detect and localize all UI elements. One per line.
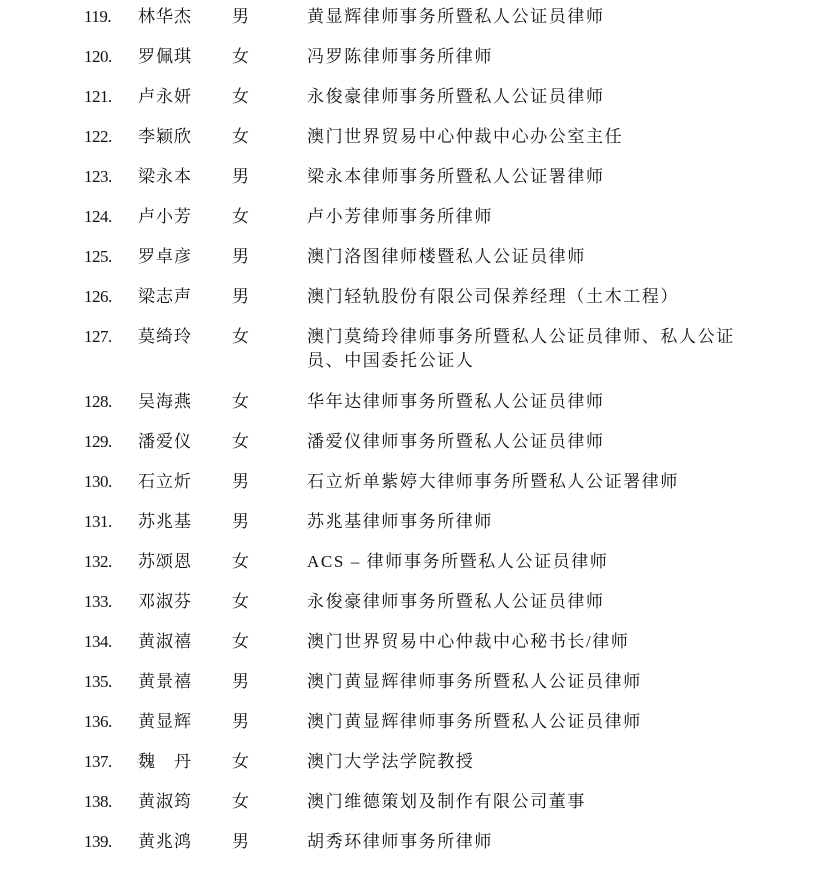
list-item [0,430,816,470]
entry-gender: 男 [232,472,249,491]
entry-name: 李颖欣 [138,127,192,146]
entry-number: 120. [84,47,112,66]
entry-number: 130. [84,472,112,491]
entry-gender: 女 [232,792,249,811]
entry-name: 石立炘 [138,472,192,491]
entry-number: 126. [84,287,112,306]
entry-gender: 女 [232,47,249,66]
list-item [0,590,816,630]
entry-name: 莫绮玲 [138,327,192,346]
entry-number: 131. [84,512,112,531]
entry-gender: 女 [232,632,249,651]
entry-description: 华年达律师事务所暨私人公证员律师 [307,392,605,411]
entry-name: 梁永本 [138,167,192,186]
list-item [0,550,816,590]
entry-description: 澳门轻轨股份有限公司保养经理（土木工程） [307,287,679,306]
entry-number: 124. [84,207,112,226]
entry-gender: 女 [232,87,249,106]
entry-number: 125. [84,247,112,266]
entry-number: 127. [84,327,112,346]
entry-name: 潘爱仪 [138,432,192,451]
entry-gender: 男 [232,287,249,306]
entry-description: 黄显辉律师事务所暨私人公证员律师 [307,7,605,26]
entry-gender: 女 [232,552,249,571]
entry-description: 澳门世界贸易中心仲裁中心秘书长/律师 [307,632,630,651]
entry-name: 吴海燕 [138,392,192,411]
list-item [0,245,816,285]
entry-name: 邓淑芬 [138,592,192,611]
list-item [0,630,816,670]
entry-gender: 女 [232,592,249,611]
entry-number: 121. [84,87,112,106]
entry-number: 132. [84,552,112,571]
list-item [0,85,816,125]
entry-name: 黄景禧 [138,672,192,691]
entry-name: 黄兆鸿 [138,832,192,851]
list-item [0,470,816,510]
entry-name: 罗佩琪 [138,47,192,66]
entry-number: 128. [84,392,112,411]
list-item [0,5,816,45]
list-item [0,790,816,830]
entry-name: 黄淑筠 [138,792,192,811]
entry-description: 澳门莫绮玲律师事务所暨私人公证员律师、私人公证员、中国委托公证人 [307,327,735,370]
list-item [0,125,816,165]
entry-gender: 男 [232,247,249,266]
entry-name: 卢小芳 [138,207,192,226]
entry-number: 119. [84,7,112,26]
entry-number: 134. [84,632,112,651]
member-list [0,5,816,870]
entry-gender: 女 [232,327,249,346]
entry-number: 138. [84,792,112,811]
entry-description: 潘爱仪律师事务所暨私人公证员律师 [307,432,605,451]
entry-name: 林华杰 [138,7,192,26]
entry-description: 澳门大学法学院教授 [307,752,475,771]
entry-gender: 男 [232,167,249,186]
list-item [0,205,816,245]
entry-number: 133. [84,592,112,611]
entry-gender: 男 [232,512,249,531]
entry-number: 137. [84,752,112,771]
entry-description: 澳门黄显辉律师事务所暨私人公证员律师 [307,712,642,731]
entry-gender: 女 [232,127,249,146]
entry-description: 冯罗陈律师事务所律师 [307,47,493,66]
entry-description: 卢小芳律师事务所律师 [307,207,493,226]
entry-description: 永俊豪律师事务所暨私人公证员律师 [307,592,605,611]
list-item [0,670,816,710]
entry-name: 苏兆基 [138,512,192,531]
entry-number: 135. [84,672,112,691]
entry-description: 澳门世界贸易中心仲裁中心办公室主任 [307,127,624,146]
entry-name: 梁志声 [138,287,192,306]
list-item [0,750,816,790]
entry-name: 罗卓彦 [138,247,192,266]
entry-description: 胡秀环律师事务所律师 [307,832,493,851]
list-item [0,510,816,550]
list-item [0,390,816,430]
entry-number: 129. [84,432,112,451]
entry-description: 澳门洛图律师楼暨私人公证员律师 [307,247,586,266]
entry-number: 122. [84,127,112,146]
list-item [0,710,816,750]
entry-gender: 男 [232,672,249,691]
list-item [0,285,816,325]
entry-gender: 女 [232,207,249,226]
list-item [0,325,816,390]
list-item [0,45,816,85]
entry-gender: 女 [232,392,249,411]
entry-number: 139. [84,832,112,851]
entry-description: 苏兆基律师事务所律师 [307,512,493,531]
entry-gender: 女 [232,432,249,451]
entry-gender: 女 [232,752,249,771]
entry-number: 136. [84,712,112,731]
entry-gender: 男 [232,832,249,851]
entry-description: 梁永本律师事务所暨私人公证署律师 [307,167,605,186]
entry-description: 永俊豪律师事务所暨私人公证员律师 [307,87,605,106]
entry-gender: 男 [232,7,249,26]
entry-name: 卢永妍 [138,87,192,106]
entry-gender: 男 [232,712,249,731]
entry-description: 石立炘单紫婷大律师事务所暨私人公证署律师 [307,472,679,491]
entry-name: 黄淑禧 [138,632,192,651]
list-item [0,165,816,205]
entry-name: 黄显辉 [138,712,192,731]
entry-description: ACS – 律师事务所暨私人公证员律师 [307,552,609,571]
entry-name: 苏颂恩 [138,552,192,571]
entry-description: 澳门维德策划及制作有限公司董事 [307,792,586,811]
list-item [0,830,816,870]
entry-name: 魏 丹 [138,752,192,771]
entry-description: 澳门黄显辉律师事务所暨私人公证员律师 [307,672,642,691]
entry-number: 123. [84,167,112,186]
